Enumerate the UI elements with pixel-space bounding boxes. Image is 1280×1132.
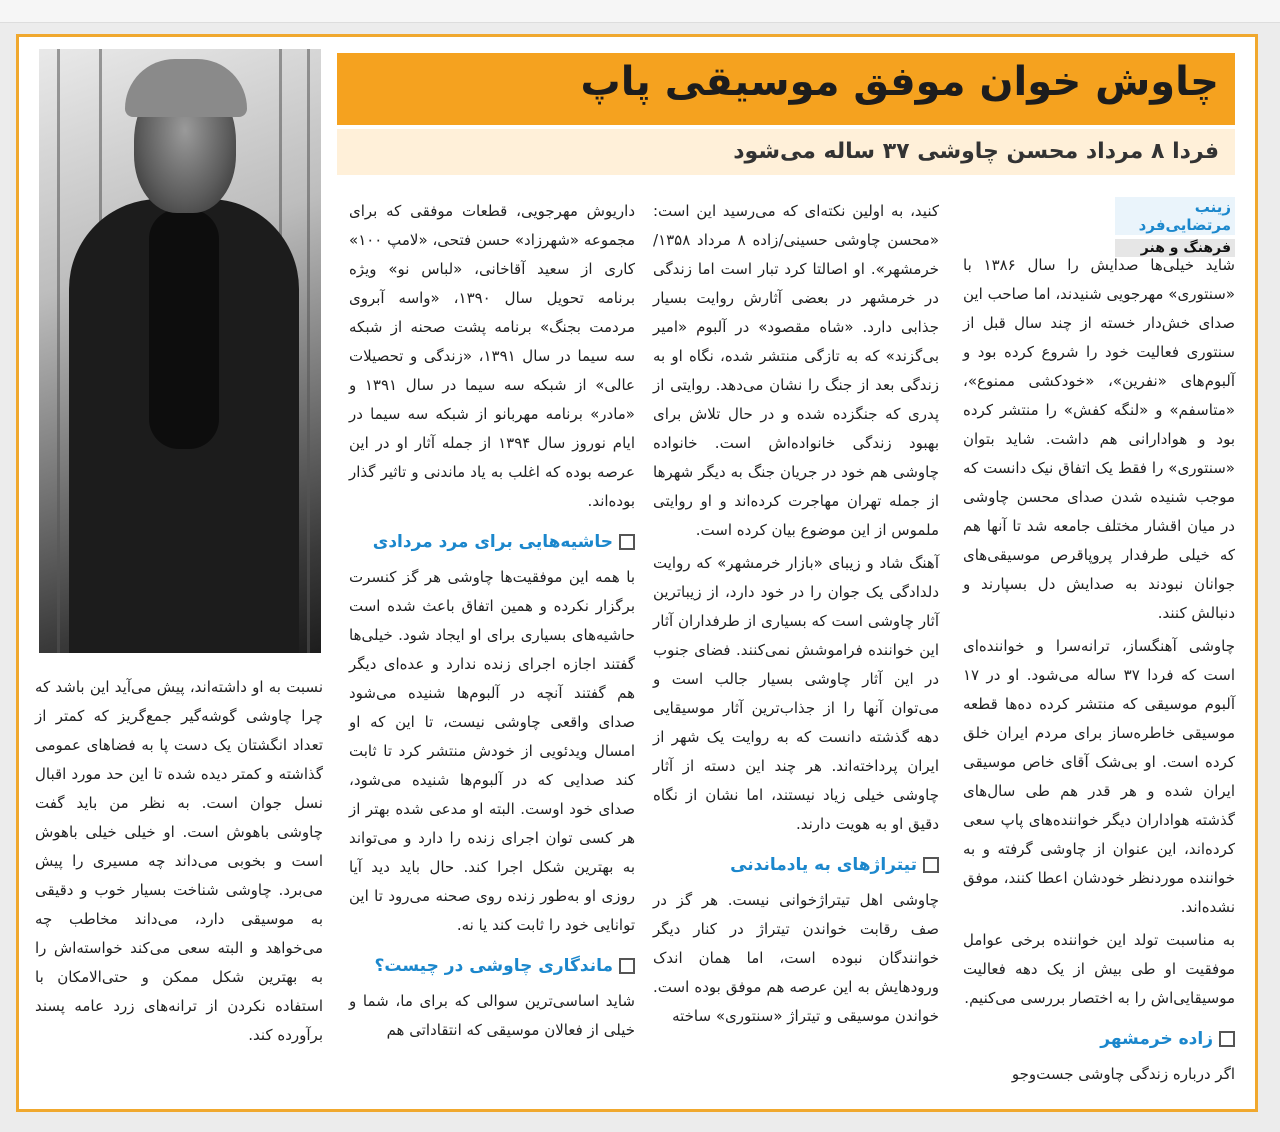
previous-page-strip (0, 0, 1280, 23)
photo-cap (125, 59, 247, 117)
paragraph: شاید اساسی‌ترین سوالی که برای ما، شما و خیلی از فعالان موسیقی که انتقاداتی هم (349, 992, 635, 1039)
paragraph: کنید، به اولین نکته‌ای که می‌رسید این است: «محسن چاوشی حسینی/زاده ۸ مرداد ۱۳۵۸/ خرمشهر». او اصالتا کرد تبار است اما زندگی در خرمشهر در بعضی آثارش روایت بسیار جذابی دارد. «شاه مقصود» در آلبوم «امیر بی‌گزند» که به تازگی منتشر شده، نگاه او به زندگی بعد از جنگ را نشان می‌دهد. روایتی از پدری که جنگزده شده و در حال تلاش برای بهبود زندگی خانواده‌اش است. خانواده چاوشی هم خود در جریان جنگ به دیگر شهرها از جمله تهران مهاجرت کرده‌اند و او روایتی ملموس از این موضوع بیان کرده است. (653, 202, 940, 539)
checkbox-bullet-icon (619, 534, 635, 550)
paragraph: نسبت به او داشته‌اند، پیش می‌آید این باشد که چرا چاوشی گوشه‌گیر جمع‌گریز که کمتر از تعداد انگشتان یک دست پا به فضاهای عمومی گذاشته و کمتر دیده شده تا این حد مورد اقبال نسل جوان است. به نظر من باید گفت چاوشی باهوش است. او خیلی خیلی باهوش است و بخوبی می‌داند چه مسیری را پیش می‌برد. چاوشی شناخت بسیار خوب و دقیقی به موسیقی دارد، می‌داند مخاطب چه می‌خواهد و البته سعی می‌کند خواسته‌اش را به بهترین شکل ممکن و حتی‌الامکان با استفاده نکردن از ترانه‌های زرد عامه پسند برآورده کند. (35, 678, 323, 1044)
background-tree (307, 49, 310, 653)
checkbox-bullet-icon (1219, 1031, 1235, 1047)
singer-photo (39, 49, 321, 653)
byline (1115, 197, 1235, 257)
paragraph: آهنگ شاد و زیبای «بازار خرمشهر» که روایت دلدادگی یک جوان را در خود دارد، از زیباترین آثار چاوشی است که بسیاری از طرفداران آثار این خواننده فراموشش نمی‌کنند. فضای جنوب در این آثار چاوشی بسیار جالب است و می‌توان آنها را از جذاب‌ترین آثار موسیقایی دهه گذشته دانست که به روایت یک شهر از ایران پرداخته‌اند. هر چند این دسته از آثار چاوشی خیلی زیاد نیستند، اما نشان از نگاه دقیق او به هویت دارند. (653, 554, 939, 833)
subheading-text: ماندگاری چاوشی در چیست؟ (374, 956, 613, 976)
subheading-text: تیتراژهای به یادماندنی (730, 855, 917, 875)
subheading-text: حاشیه‌هایی برای مرد مردادی (372, 532, 613, 552)
paragraph: به مناسبت تولد این خواننده برخی عوامل موفقیت او طی بیش از یک دهه فعالیت موسیقایی‌اش را به اختصار بررسی می‌کنیم. (963, 931, 1235, 1007)
column-3 (349, 197, 635, 1049)
paragraph: با همه این موفقیت‌ها چاوشی هر گز کنسرت برگزار نکرده و همین اتفاق باعث شده است حاشیه‌های بسیاری برای او ایجاد شود. خیلی‌ها گفتند اجازه اجرای زنده ندارد و عده‌ای دیگر هم گفتند آنچه در آلبوم‌ها شنیده می‌شود صدای واقعی چاوشی نیست، تا این که او امسال ویدئویی از خودش منتشر کرد تا ثابت کند صدایی که در آلبوم‌ها شنیده می‌شود، صدای خود اوست. البته او مدعی شده بهتر از هر کسی توان اجرای زنده را دارد و می‌تواند به بهترین شکل اجرا کند. حال باید دید آیا روزی او به‌طور زنده روی صحنه می‌رود تا این توانایی خود را ثابت کند یا نه. (349, 568, 635, 934)
paragraph: داریوش مهرجویی، قطعات موفقی که برای مجموعه «شهرزاد» حسن فتحی، «لامپ ۱۰۰» کاری از سعید آقاخانی، «لباس نو» ویژه برنامه تحویل سال ۱۳۹۰، «واسه آبروی مردمت بجنگ» برنامه پشت صحنه از شبکه سه سیما در سال ۱۳۹۱، «زندگی و تحصیلات عالی» از شبکه سه سیما در سال ۱۳۹۱ و «مادر» برنامه مهربانو از شبکه سه سیما در ایام نوروز سال ۱۳۹۴ از جمله آثار او در این عرصه بوده که اغلب به یاد ماندنی و تاثیر گذار بوده‌اند. (349, 202, 636, 510)
subheading (349, 528, 635, 557)
headline-bar (337, 53, 1235, 125)
subheadline-bar (337, 129, 1235, 175)
photo-scarf (149, 209, 219, 449)
section-label: فرهنگ و هنر (1115, 239, 1235, 257)
subheading (653, 851, 939, 880)
paragraph: اگر درباره زندگی چاوشی جست‌وجو (1011, 1065, 1235, 1083)
column-1 (963, 251, 1235, 1093)
author-name: زینب مرتضایی‌فرد (1115, 197, 1235, 235)
column-4 (35, 673, 323, 1054)
background-tree (57, 49, 60, 653)
paragraph: چاوشی آهنگساز، ترانه‌سرا و خواننده‌ای است که فردا ۳۷ ساله می‌شود. او در ۱۷ آلبوم موسیقی که منتشر کرده ده‌ها قطعه موسیقی خاطره‌ساز برای مردم ایران خلق کرده است. او بی‌شک آقای خاص موسیقی ایران شده و هر قدر هم طی سال‌های گذشته هواداران دیگر خواننده‌های پاپ سعی کرده‌اند، این عنوان از چاوشی گرفته و به خواننده موردنظر خودشان اعطا کنند، موفق نشده‌اند. (963, 637, 1236, 916)
column-2 (653, 197, 939, 1035)
subheading (963, 1025, 1235, 1054)
article-frame (16, 34, 1258, 1112)
subheading (349, 952, 635, 981)
checkbox-bullet-icon (619, 958, 635, 974)
headline: چاوش خوان موفق موسیقی پاپ (580, 59, 1219, 105)
paragraph: چاوشی اهل تیتراژخوانی نیست. هر گز در صف رقابت خواندن تیتراژ در کنار دیگر خوانندگان نبوده است، اما همان اندک ورودهایش به این عرصه هم موفق بوده است. خواندن موسیقی و تیتراژ «سنتوری» ساخته (653, 891, 939, 1025)
subheading-text: زاده خرمشهر (1100, 1029, 1213, 1049)
checkbox-bullet-icon (923, 857, 939, 873)
subheadline: فردا ۸ مرداد محسن چاوشی ۳۷ ساله می‌شود (733, 139, 1219, 164)
paragraph: شاید خیلی‌ها صدایش را سال ۱۳۸۶ با «سنتوری» مهرجویی شنیدند، اما صاحب این صدای خش‌دار خسته از چند سال قبل از سنتوری فعالیت خود را شروع کرده بود و آلبوم‌های «نفرین»، «خودکشی ممنوع»، «متاسفم» و «لنگه کفش» را منتشر کرده بود و هوادارانی هم داشت. شاید بتوان «سنتوری» را فقط یک اتفاق نیک دانست که موجب شنیده شدن صدای محسن چاوشی در میان اقشار مختلف جامعه شد تا آنها هم که خیلی طرفدار پروپاقرص موسیقی‌های جوانان نبودند به صدایش دل بسپارند و دنبالش کنند. (963, 256, 1235, 622)
